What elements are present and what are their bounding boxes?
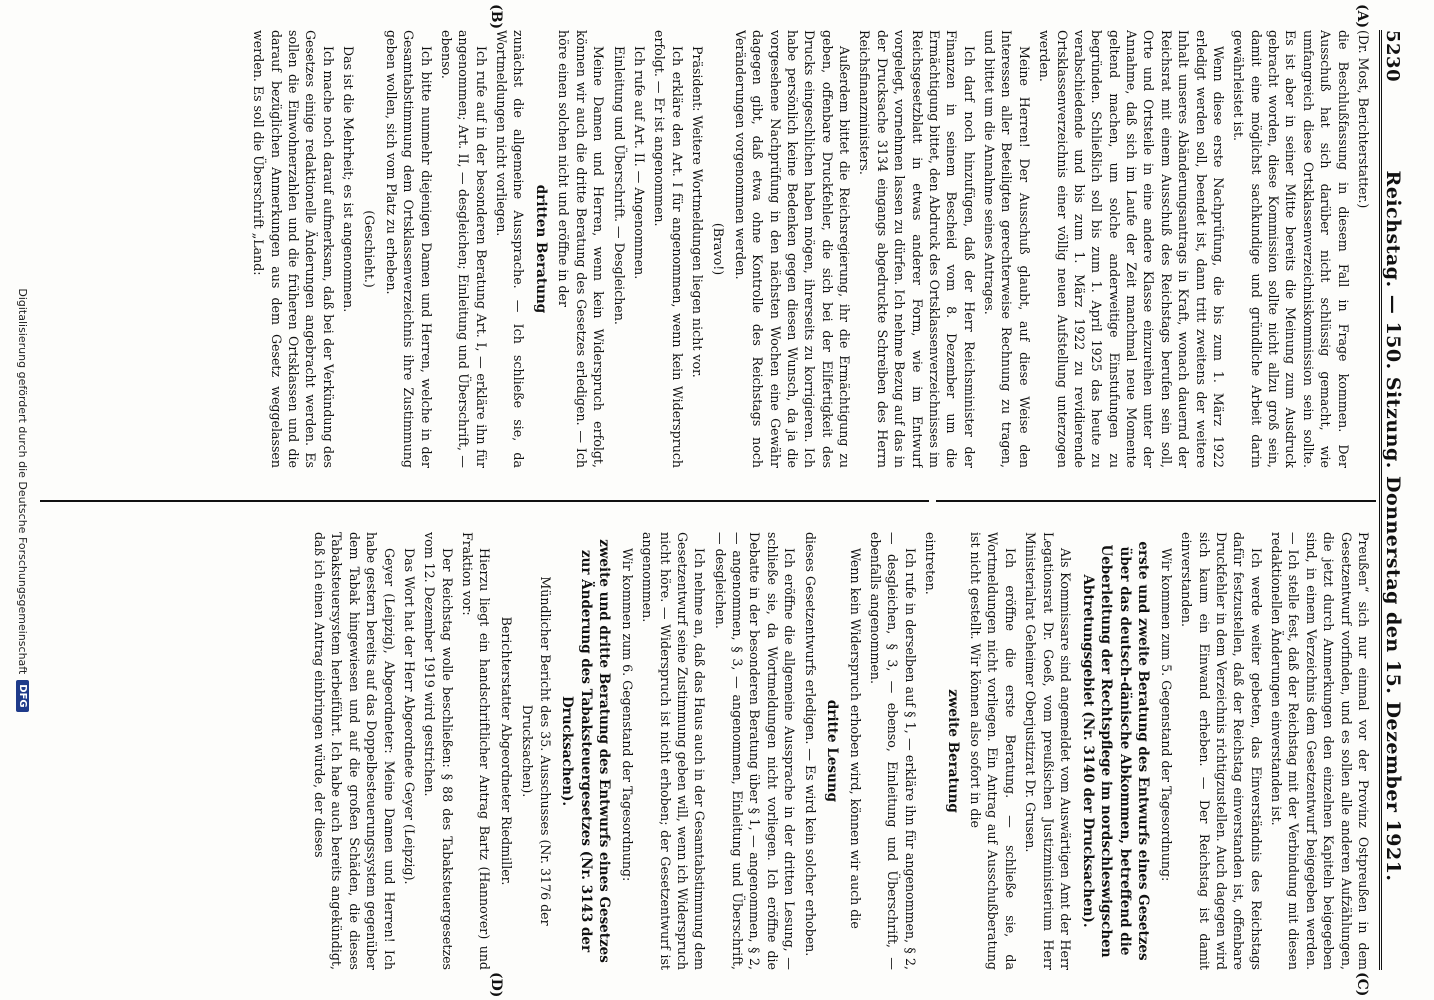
paragraph: Das Wort hat der Herr Abgeordnete Geyer (Leipzig).	[402, 548, 417, 885]
speaker-paragraph: Geyer (Leipzig), Abgeordneter: Meine Damen und Herren! Ich habe gestern bereits auf das Doppelbesteuerungssystem gegenüber dem Tabak hingewiesen und auf die großen Schäden, die dieses Tabaksteuersystem herbeiführt. Ich habe auch bereits angekündigt, daß ich einen Antrag einbringen würde, der dieses	[312, 532, 397, 970]
dfg-logo-icon: DFG	[17, 680, 30, 711]
page-title: Reichstag. — 150. Sitzung. Donnerstag den 15. Dezember 1921.	[1382, 170, 1404, 882]
speaker-note: (Dr. Most, Berichterstatter.)	[1356, 30, 1371, 209]
paragraph: Das ist die Mehrheit; es ist angenommen.	[341, 46, 357, 313]
agenda-item-title: zweite und dritte Beratung des Entwurfs eines Gesetzes zur Änderung des Tabaksteuergesetzes (Nr. 3143 der Drucksachen).	[559, 539, 613, 963]
section-heading: dritte Lesung	[824, 699, 841, 803]
margin-marker-a: (A)	[1354, 4, 1370, 29]
paragraph: Außerdem bittet die Reichsregierung, ihr die Ermächtigung zu geben, offenbare Druckfehler, die sich bei der Eilfertigkeit des Drucks eingeschlichen haben mögen, ihrerseits zu korrigieren. Ich habe persönlich keine Bedenken gegen diesen Wunsch, da ja die vorgesehene Nachprüfung in den nächsten Wochen eine Gewähr dagegen gibt, daß etwa ohne Kontrolle des Reichstags noch Veränderungen vorgenommen werden.	[732, 30, 853, 468]
paragraph: Ich bitte nunmehr diejenigen Damen und Herren, welche in der Gesamtabstimmung dem Ortsklassenverzeichnis ihre Zustimmung geben wollen, sich vom Platz zu erheben.	[383, 30, 434, 468]
paragraph: Ich eröffne die allgemeine Aussprache in der dritten Lesung, — schließe sie, da Wortmeldungen nicht vorliegen. Ich eröffne die Debatte in der besonderen Beratung über § 1, — angenommen, § 2, — angenommen, § 3, — angenommen, Einleitung und Überschrift, — desgleichen.	[712, 532, 798, 970]
paragraph: Ich eröffne die erste Beratung. — schließe sie, da Wortmeldungen nicht vorliegen. Ein Antrag auf Ausschußberatung ist nicht gestellt. Wir können also sofort in die	[968, 532, 1018, 970]
margin-marker-b: (B)	[488, 4, 504, 30]
interjection: (Geschieht.)	[362, 210, 378, 288]
paragraph: Preußen“ sich nur einmal vor der Provinz Ostpreußen in dem Gesetzentwurf vorfinden, und es sollen alle anderen Aufzählungen, die jetzt durch Anmerkungen den einzelnen Kapiteln beigegeben sind, in einem Verzeichnis dem Gesetzentwurf beigegeben werden. — Ich stelle fest, daß der Reichstag mit der Verbindung mit diesen redaktionellen Änderungen einverstanden ist.	[1269, 532, 1371, 970]
paragraph: die Beschlußfassung in diesem Fall in Frage kommen. Der Ausschuß hat sich darüber nicht schlüssig gemacht, wie umfangreich diese Ortsklassenverzeichniskommission sein sollte. Es ist aber in seiner Mitte bereits die Meinung zum Ausdruck gebracht worden, diese Kommission sollte nicht allzu groß sein, damit eine möglichst sachkundige und gründliche Arbeit darin gewährleistet ist.	[1231, 30, 1351, 468]
paragraph: Einleitung und Überschrift. — Desgleichen.	[611, 46, 627, 325]
paragraph: Ich rufe auf Art. II. — Angenommen.	[632, 46, 647, 280]
right-column	[42, 532, 1372, 970]
paragraph: dieses Gesetzentwurfs erledigen. — Es wird kein solcher erhoben.	[802, 532, 818, 957]
report-note: Mündlicher Bericht des 35. Ausschusses (Nr. 3176 der Drucksachen).	[520, 576, 553, 926]
paragraph: Ich darf noch hinzufügen, daß der Herr Reichsminister der Finanzen in seinem Bescheid vom 8. Dezember um die Ermächtigung bittet, den Abdruck des Ortsklassenverzeichnisses im Reichsgesetzblatt in etwas anderer Form, wie im Entwurf vorgelegt, vornehmen lassen zu dürfen. Ich nehme Bezug auf das in der Drucksache 3134 eingangs abgedruckte Schreiben des Herrn Reichsfinanzministers.	[857, 30, 977, 468]
rapporteur-note: Berichterstatter Abgeordneter Riedmiller.	[498, 616, 514, 886]
paragraph: Als Kommissare sind angemeldet vom Auswärtigen Amt der Herr Legationsrat Dr. Goeß, vom preußischen Justizministerium Herr Ministerialrat Geheimer Oberjustizrat Dr. Grusen.	[1023, 532, 1073, 970]
paragraph: Ich mache noch darauf aufmerksam, daß bei der Verkündung des Gesetzes einige redaktionelle Änderungen angebracht werden. Es sollen die Einwohnerzahlen und die früheren Ortsklassen und die darauf bezüglichen Anmerkungen aus dem Gesetz weggelassen werden. Es soll die Überschrift „Land:	[251, 30, 336, 468]
paragraph: Ich werde weiter gebeten, das Einverständnis des Reichstags dafür festzustellen, daß der Reichstag einverstanden ist, offenbare Druckfehler in dem Verzeichnis richtigzustellen. Auch dagegen wird sich kaum ein Einwand erheben. — Der Reichstag ist damit einverstanden.	[1179, 532, 1264, 970]
paragraph: Ich erkläre den Art. I für angenommen, wenn kein Widerspruch erfolgt. — Er ist angenommen.	[652, 30, 685, 468]
interjection: (Bravo!)	[711, 222, 727, 276]
margin-marker-c: (C)	[1354, 972, 1370, 997]
paragraph: Wir kommen zum 6. Gegenstand der Tagesordnung:	[619, 548, 635, 882]
page-header	[1379, 30, 1416, 970]
column-divider-top	[936, 500, 1376, 502]
paragraph: eintreten.	[923, 532, 939, 595]
paragraph: Hierzu liegt ein handschriftlicher Antrag Bartz (Hannover) und Fraktion vor:	[460, 532, 493, 970]
footer-text: Digitalisierung gefördert durch die Deutsche Forschungsgemeinschaft	[16, 288, 30, 675]
section-heading: zweite Beratung	[944, 689, 961, 813]
paragraph: Wenn diese erste Nachprüfung, die bis zum 1. März 1922 erledigt werden soll, beendet ist, dann tritt zweitens der weitere Inhalt unseres Abänderungsantrags in Kraft, wonach dauernd der Reichsrat mit einem Ausschuß des Reichstags berufen sein soll, Orte und Ortsteile in eine andere Klasse einzureihen unter der Annahme, daß sich im Laufe der Zeit manchmal neue Momente geltend machen, um solche anderweitige Einstufungen zu begründen. Schließlich soll bis zum 1. April 1925 das heute zu verabschiedende und bis zum 1. März 1922 zu revidierende Ortsklassenverzeichnis einer völlig neuen Aufstellung unterzogen werden.	[1037, 30, 1226, 468]
paragraph: Meine Damen und Herren, wenn kein Widerspruch erfolgt, können wir auch die dritte Beratung des Gesetzes erledigen. — Ich höre einen solchen nicht und eröffne in der	[556, 30, 607, 468]
agenda-item-title: erste und zweite Beratung des Entwurfs eines Gesetzes über das deutsch-dänische Abkommen, betreffend die Ueberleitung der Rechtspflege im nordschleswigschen Abtretungsgebiet (Nr. 3140 der Drucksachen).	[1079, 541, 1152, 961]
page-number: 5230	[1382, 30, 1403, 83]
paragraph: Ich nehme an, daß das Haus auch in der Gesamtabstimmung dem Gesetzentwurf seine Zustimmung geben will, wenn ich Widerspruch nicht höre. — Widerspruch ist nicht erhoben; der Gesetzentwurf ist angenommen.	[640, 532, 708, 970]
section-heading: dritten Beratung	[533, 184, 550, 314]
column-divider-bottom	[40, 500, 929, 502]
paragraph: Ich rufe auf in der besonderen Beratung Art. I, — erkläre ihn für angenommen; Art. II, — desgleichen; Einleitung und Überschrift, — ebenso.	[439, 30, 489, 468]
speaker-paragraph: Präsident: Weitere Wortmeldungen liegen nicht vor.	[690, 46, 706, 378]
digitization-footer	[12, 0, 34, 1000]
left-column	[42, 30, 1372, 468]
paragraph: Wir kommen zum 5. Gegenstand der Tagesordnung:	[1158, 548, 1174, 882]
paragraph: Meine Herren! Der Ausschuß glaubt, auf diese Weise den Interessen aller Beteiligten gerechterweise Rechnung zu tragen, und bittet um die Annahme seines Antrages.	[982, 30, 1032, 468]
paragraph: Ich rufe in derselben auf § 1, — erkläre ihn für angenommen, § 2, — desgleichen, § 3, — ebenso, Einleitung und Überschrift, — ebenfalls angenommen.	[868, 532, 918, 970]
paragraph: zunächst die allgemeine Aussprache. — Ich schließe sie, da Wortmeldungen nicht vorliegen.	[494, 30, 527, 468]
margin-marker-d: (D)	[488, 972, 504, 998]
paragraph: Wenn kein Widerspruch erhoben wird, können wir auch die	[847, 548, 863, 929]
motion-text: Der Reichstag wolle beschließen: § 88 des Tabaksteuergesetzes vom 12. Dezember 1919 wird gestrichen.	[422, 532, 455, 970]
